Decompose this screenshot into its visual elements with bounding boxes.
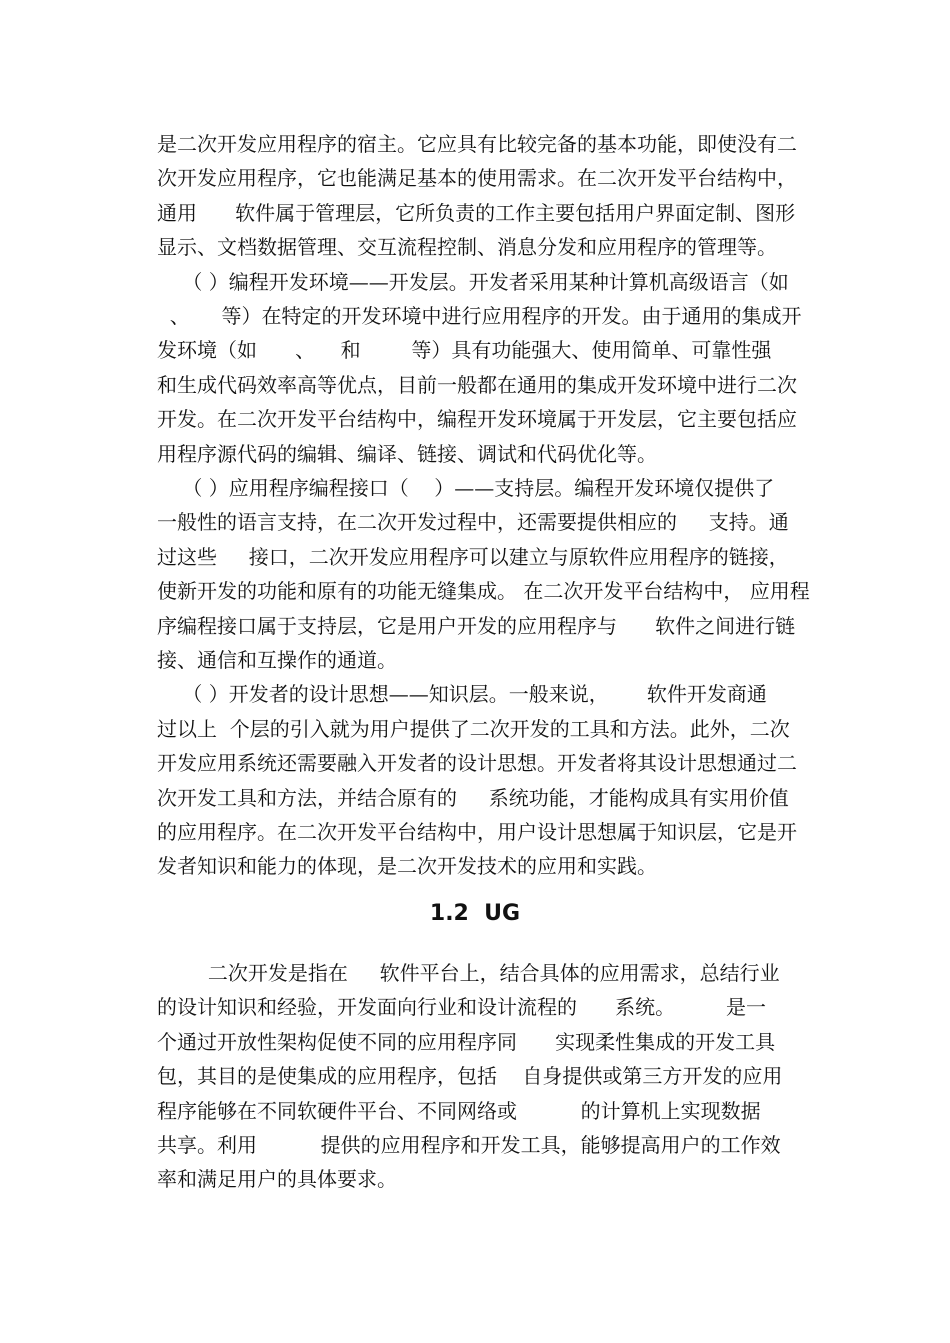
text-line: 率和满足用户的具体要求。 (157, 1167, 397, 1192)
text-line: 是二次开发应用程序的宿主。它应具有比较完备的基本功能，即使没有二 (157, 132, 797, 156)
text-line: 通用 软件属于管理层，它所负责的工作主要包括用户界面定制、图形 (157, 200, 796, 225)
text-line: 包，其目的是使集成的应用程序，包括 自身提供或第三方开发的应用 (157, 1064, 783, 1089)
text-line: 接、通信和互操作的通道。 (157, 648, 397, 672)
text-line: 过这些 接口，二次开发应用程序可以建立与原软件应用程序的链接， (157, 544, 789, 569)
text-line: 发者知识和能力的体现，是二次开发技术的应用和实践。 (157, 854, 657, 879)
text-line: 发环境（如 、 和 等）具有功能强大、使用简单、可靠性强 (157, 338, 772, 363)
text-line: （ ）开发者的设计思想——知识层。一般来说， 软件开发商通 (157, 682, 767, 707)
text-line: 个通过开放性架构促使不同的应用程序同 实现柔性集成的开发工具 (157, 1029, 776, 1054)
text-line: 序编程接口属于支持层，它是用户开发的应用程序与 软件之间进行链 (157, 613, 796, 638)
text-line: （ ）编程开发环境——开发层。开发者采用某种计算机高级语言（如 (157, 269, 789, 294)
text-line: 开发应用系统还需要融入开发者的设计思想。开发者将其设计思想通过二 (157, 751, 797, 776)
text-line: 程序能够在不同软硬件平台、不同网络或 的计算机上实现数据 (157, 1098, 761, 1123)
text-line: 的设计知识和经验，开发面向行业和设计流程的 系统。 是一 (157, 995, 767, 1020)
text-line: 、 等）在特定的开发环境中进行应用程序的开发。由于通用的集成开 (157, 304, 802, 328)
text-line: 共享。利用 提供的应用程序和开发工具，能够提高用户的工作效 (157, 1133, 781, 1157)
text-line: 显示、文档数据管理、交互流程控制、消息分发和应用程序的管理等。 (157, 235, 777, 260)
text-line: 过以上 个层的引入就为用户提供了二次开发的工具和方法。此外，二次 (157, 716, 790, 741)
section-heading: 1.2 UG (429, 901, 521, 926)
text-line: 和生成代码效率高等优点，目前一般都在通用的集成开发环境中进行二次 (157, 372, 797, 397)
text-line: 一般性的语言支持，在二次开发过程中，还需要提供相应的 支持。通 (157, 510, 789, 535)
text-line: 使新开发的功能和原有的功能无缝集成。 在二次开发平台结构中， 应用程 (157, 579, 810, 604)
text-line: 的应用程序。在二次开发平台结构中，用户设计思想属于知识层，它是开 (157, 820, 797, 844)
text-line: 次开发工具和方法，并结合原有的 系统功能，才能构成具有实用价值 (157, 785, 789, 810)
text-line: （ ）应用程序编程接口（ ）——支持层。编程开发环境仅提供了 (157, 476, 775, 500)
text-line: 开发。在二次开发平台结构中，编程开发环境属于开发层，它主要包括应 (157, 407, 797, 432)
text-line: 用程序源代码的编辑、编译、链接、调试和代码优化等。 (157, 441, 657, 466)
text-line: 二次开发是指在 软件平台上，结合具体的应用需求，总结行业 (157, 961, 780, 985)
text-line: 次开发应用程序，它也能满足基本的使用需求。在二次开发平台结构中， (157, 166, 797, 191)
